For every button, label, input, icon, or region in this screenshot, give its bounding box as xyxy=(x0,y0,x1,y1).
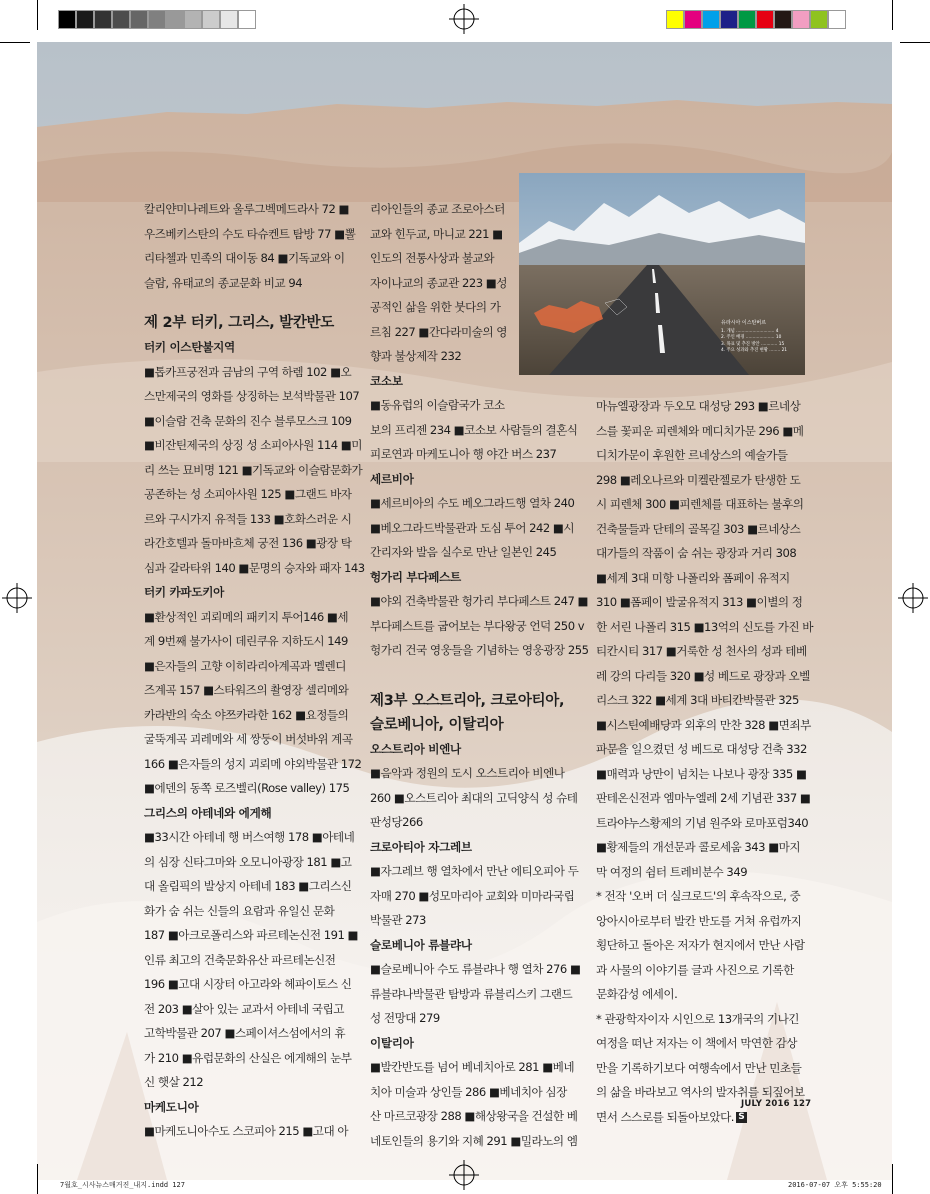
book-note-line: 과 사물의 이야기를 글과 사진으로 기록한 xyxy=(596,962,794,977)
section-heading: 터키 이스탄불지역 xyxy=(144,340,235,354)
toc-line: ■매력과 낭만이 넘치는 나보나 광장 335 ■ xyxy=(596,766,807,781)
toc-line: ■마케도니아수도 스코피아 215 ■고대 아 xyxy=(144,1124,349,1138)
photo-toc-item: 2. 주인 배경 ..................... 10 xyxy=(721,335,782,340)
page-folio: JULY 2016 127 xyxy=(741,1099,812,1109)
section-heading: 슬로베니아 류블랴나 xyxy=(370,937,472,952)
registration-mark-left xyxy=(2,583,32,613)
color-swatch xyxy=(720,10,738,29)
section-heading: 터키 카파도키아 xyxy=(144,585,225,599)
gray-swatch xyxy=(148,10,166,29)
toc-line: 박물관 273 xyxy=(370,913,426,927)
text-column-2 xyxy=(370,197,588,1153)
toc-line: 대 올림픽의 발상지 아테네 183 ■그리스신 xyxy=(144,879,352,893)
toc-line: 고학박물관 207 ■스페이셔스섬에서의 휴 xyxy=(144,1026,346,1040)
crop-mark xyxy=(892,1164,893,1194)
toc-line: ■에덴의 동쪽 로즈벨리(Rose valley) 175 xyxy=(144,781,350,795)
toc-line: 신 햇살 212 xyxy=(144,1075,204,1089)
part-heading: 슬로베니아, 이탈리아 xyxy=(370,716,504,733)
toc-line: ■베오그라드박물관과 도심 투어 242 ■시 xyxy=(370,520,575,535)
book-note-line: 앙아시아로부터 발칸 반도를 거쳐 유럽까지 xyxy=(596,913,802,928)
toc-line: 향과 불상제작 232 xyxy=(370,349,462,363)
crop-mark xyxy=(37,1164,38,1194)
color-swatch xyxy=(666,10,684,29)
toc-line: 파문을 일으켰던 성 베드로 대성당 건축 332 xyxy=(596,742,807,756)
section-heading: 오스트리아 비엔나 xyxy=(370,741,461,756)
toc-line: 부다페스트를 굽어보는 부다왕궁 언덕 250 v xyxy=(370,618,585,633)
toc-line: 피로연과 마케도니아 행 야간 버스 237 xyxy=(370,447,557,461)
toc-line: 스를 꽃피운 피렌체와 메디치가문 296 ■메 xyxy=(596,423,804,438)
toc-line: 티칸시티 317 ■거룩한 성 천사의 성과 테베 xyxy=(596,644,807,658)
toc-line: 레 강의 다리들 320 ■성 베드로 광장과 오벨 xyxy=(596,668,810,683)
gray-swatch xyxy=(76,10,94,29)
toc-line: ■자그레브 행 열차에서 만난 에티오피아 두 xyxy=(370,864,579,878)
color-swatch xyxy=(684,10,702,29)
toc-line: ■동유럽의 이슬람국가 코소 xyxy=(370,398,505,412)
toc-line: 건축물들과 단테의 골목길 303 ■르네상스 xyxy=(596,521,801,536)
toc-line: 네토인들의 용기와 지혜 291 ■밀라노의 엠 xyxy=(370,1133,578,1148)
part-heading: 제 2부 터키, 그리스, 발칸반도 xyxy=(144,315,334,331)
end-mark-logo: S xyxy=(736,1112,747,1123)
toc-line: ■슬로베니아 수도 류블랴나 행 열차 276 ■ xyxy=(370,962,581,976)
gray-swatch xyxy=(94,10,112,29)
toc-line: 마뉴엘광장과 두오모 대성당 293 ■르네상 xyxy=(596,399,801,413)
text-column-3 xyxy=(596,394,814,1129)
registration-mark-bottom xyxy=(449,1160,479,1190)
toc-line: ■야외 건축박물관 헝가리 부다페스트 247 ■ xyxy=(370,594,588,608)
toc-line: 간리자와 발음 실수로 만난 일본인 245 xyxy=(370,545,557,559)
toc-line: ■시스틴예배당과 외후의 만찬 328 ■면죄부 xyxy=(596,717,811,732)
toc-line: ■비잔틴제국의 상징 성 소피아사원 114 ■미 xyxy=(144,438,362,452)
toc-line: 헝가리 건국 영웅들을 기념하는 영웅광장 255 xyxy=(370,643,589,657)
toc-line: 공적인 삶을 위한 붓다의 가 xyxy=(370,300,501,314)
toc-line: 리아인들의 종교 조로아스터 xyxy=(370,202,505,216)
toc-line: ■세르비아의 수도 베오그라드행 열차 240 xyxy=(370,496,575,510)
section-heading: 크로아티아 자그레브 xyxy=(370,839,472,854)
photo-toc-item: 3. 목표 및 추진 방안 ............ 15 xyxy=(721,341,785,347)
book-note-line: 만을 기록하기보다 여행속에서 만난 민초들 xyxy=(596,1060,802,1075)
toc-line: ■음악과 정원의 도시 오스트리아 비엔나 xyxy=(370,766,565,780)
gray-swatch xyxy=(184,10,202,29)
toc-line: ■발칸반도를 넘어 베네치아로 281 ■베네 xyxy=(370,1060,575,1074)
toc-line: 187 ■아크로폴리스와 파르테논신전 191 ■ xyxy=(144,928,359,942)
color-swatch xyxy=(774,10,792,29)
section-heading: 이탈리아 xyxy=(370,1035,414,1050)
color-swatch xyxy=(828,10,846,29)
toc-line: 166 ■은자들의 성지 괴뢰메 야외박물관 172 xyxy=(144,756,362,771)
book-note-line: 여정을 떠난 저자는 이 책에서 막연한 감상 xyxy=(596,1036,798,1050)
book-note-line: 횡단하고 돌아온 저자가 현지에서 만난 사람 xyxy=(596,938,805,952)
print-slug-timestamp: 2016-07-07 오후 5:55:20 xyxy=(788,1181,882,1189)
crop-mark xyxy=(900,42,930,43)
registration-mark-top xyxy=(449,4,479,34)
toc-line: 판성당266 xyxy=(370,815,423,829)
toc-line: 가 210 ■유럽문화의 산실은 에게해의 눈부 xyxy=(144,1050,352,1065)
toc-line: 보의 프리젠 234 ■코소보 사람들의 결혼식 xyxy=(370,422,578,437)
toc-line: 르와 구시가지 유적들 133 ■호화스러운 시 xyxy=(144,511,352,526)
toc-line: 자이나교의 종교관 223 ■성 xyxy=(370,275,507,290)
gray-swatch xyxy=(220,10,238,29)
book-note-line: * 관광학자이자 시인으로 13개국의 기나긴 xyxy=(596,1011,799,1026)
toc-line: 막 여정의 쉼터 트레비분수 349 xyxy=(596,864,748,879)
gray-swatch xyxy=(112,10,130,29)
registration-mark-right xyxy=(898,583,928,613)
section-heading: 헝가리 부다페스트 xyxy=(370,569,461,584)
book-note-line: 문화감성 에세이. xyxy=(596,987,678,1001)
toc-line: 스만제국의 영화를 상징하는 보석박물관 107 xyxy=(144,389,360,403)
toc-line: 류블랴나박물관 탐방과 류블리스키 그랜드 xyxy=(370,986,573,1001)
text-column-1 xyxy=(144,197,365,1144)
section-heading: 세르비아 xyxy=(370,471,414,486)
toc-line: 디치가문이 후원한 르네상스의 예술가들 xyxy=(596,448,788,462)
book-note-last-text: 면서 스스로를 되돌아보았다. xyxy=(596,1109,734,1124)
print-slug-filename: 7월호_시사뉴스매거진_내지.indd 127 xyxy=(60,1181,185,1189)
part-heading: 제3부 오스트리아, 크로아티아, xyxy=(370,692,565,709)
toc-line: 르침 227 ■간다라미술의 영 xyxy=(370,324,507,339)
toc-line: 치아 미술과 상인들 286 ■베네치아 심장 xyxy=(370,1084,567,1099)
toc-line: 우즈베키스탄의 수도 타슈켄트 탐방 77 ■뽈 xyxy=(144,226,356,241)
toc-line: 대가들의 작품이 숨 쉬는 광장과 거리 308 xyxy=(596,546,797,560)
toc-line: 심과 갈라타위 140 ■문명의 승자와 패자 143 xyxy=(144,560,365,575)
toc-line: 전 203 ■살아 있는 교과서 아테네 국립고 xyxy=(144,1001,344,1016)
toc-line: 성 전망대 279 xyxy=(370,1011,440,1025)
toc-line: 화가 숨 쉬는 신들의 요람과 유일신 문화 xyxy=(144,903,335,918)
toc-line: ■33시간 아테네 행 버스여행 178 ■아테네 xyxy=(144,830,355,844)
section-heading: 코소보 xyxy=(370,373,403,388)
color-swatch xyxy=(738,10,756,29)
toc-line: 한 서린 나폴리 315 ■13억의 신도를 가진 바 xyxy=(596,619,813,634)
toc-line: 196 ■고대 시장터 아고라와 헤파이토스 신 xyxy=(144,977,352,991)
toc-line: 리스크 322 ■세계 3대 바티칸박물관 325 xyxy=(596,693,799,707)
toc-line: 슬람, 유태교의 종교문화 비교 94 xyxy=(144,275,303,290)
toc-line: ■은자들의 고향 이히라리아계곡과 멜렌디 xyxy=(144,658,346,673)
toc-line: 시 피렌체 300 ■피렌체를 대표하는 불후의 xyxy=(596,497,804,511)
photo-toc-item: 1. 개념 ............................ 4 xyxy=(721,328,779,334)
section-heading: 마케도니아 xyxy=(144,1099,199,1114)
toc-line: 인도의 전통사상과 불교와 xyxy=(370,251,495,265)
toc-line: ■환상적인 괴뢰메의 패키지 투어146 ■세 xyxy=(144,609,349,624)
toc-line: 카라반의 숙소 야쯔카라한 162 ■요정들의 xyxy=(144,707,349,722)
toc-line: 자매 270 ■성모마리아 교회와 미마라국립 xyxy=(370,888,575,903)
color-swatch xyxy=(756,10,774,29)
book-note-line: * 전작 '오버 더 실크로드'의 후속작으로, 중 xyxy=(596,889,801,903)
crop-mark xyxy=(0,42,30,43)
toc-line: 의 심장 신타그마와 오모니아광장 181 ■고 xyxy=(144,854,352,869)
color-swatch xyxy=(702,10,720,29)
photo-toc-title: 유라시아 이스탄버르 xyxy=(721,320,767,326)
gray-swatch xyxy=(202,10,220,29)
toc-line: 교와 힌두교, 마니교 221 ■ xyxy=(370,226,503,241)
toc-line: 298 ■레오나르와 미켈란젤로가 탄생한 도 xyxy=(596,472,801,487)
toc-line: 리타첼과 민족의 대이동 84 ■기독교와 이 xyxy=(144,251,345,265)
gray-swatch xyxy=(130,10,148,29)
toc-line: 리 쓰는 묘비명 121 ■기독교와 이슬람문화가 xyxy=(144,462,363,477)
toc-line: ■이슬람 건축 문화의 진수 블루모스크 109 xyxy=(144,413,352,428)
toc-line: 계 9번째 불가사이 데린쿠유 지하도시 149 xyxy=(144,634,348,648)
crop-mark xyxy=(892,0,893,30)
gray-swatch xyxy=(166,10,184,29)
color-swatch xyxy=(810,10,828,29)
toc-line: 인류 최고의 건축문화유산 파르테논신전 xyxy=(144,952,336,967)
toc-line: 판테온신전과 엠마누엘레 2세 기념관 337 ■ xyxy=(596,791,811,805)
toc-line: 칼리얀미나레트와 울루그벡메드라사 72 ■ xyxy=(144,202,349,216)
toc-line: 310 ■폼페이 발굴유적지 313 ■이별의 정 xyxy=(596,595,803,609)
toc-line: ■세계 3대 미항 나폴리와 폼페이 유적지 xyxy=(596,570,790,585)
toc-line: 공존하는 성 소피아사원 125 ■그랜드 바자 xyxy=(144,487,352,501)
toc-line: 260 ■오스트리아 최대의 고딕양식 성 슈테 xyxy=(370,790,578,805)
toc-line: 즈계곡 157 ■스타워즈의 촬영장 셀리메와 xyxy=(144,683,349,697)
color-swatch xyxy=(792,10,810,29)
toc-line: ■황제들의 개선문과 콜로세움 343 ■마지 xyxy=(596,840,801,854)
book-note-line: 의 삶을 바라보고 역사의 발자취를 되짚어보 xyxy=(596,1085,805,1099)
photo-toc-item: 4. 주요 성과와 추진 현황 ........ 21 xyxy=(721,348,788,353)
section-heading: 그리스의 아테네와 에게해 xyxy=(144,805,272,820)
photo-toc-overlay xyxy=(721,320,799,355)
toc-line: 트라야누스황제의 기념 원주와 로마포럼340 xyxy=(596,815,809,830)
crop-mark xyxy=(37,0,38,30)
gray-swatch xyxy=(238,10,256,29)
toc-line: 산 마르코광장 288 ■해상왕국을 건설한 베 xyxy=(370,1109,578,1123)
toc-line: ■톱카프궁전과 금남의 구역 하렘 102 ■오 xyxy=(144,364,352,379)
toc-line: 굴뚝계곡 괴레메와 세 쌍둥이 버섯바위 계곡 xyxy=(144,732,353,746)
toc-line: 라간호텔과 돌마바흐체 궁전 136 ■광장 탁 xyxy=(144,536,352,550)
gray-swatch xyxy=(58,10,76,29)
